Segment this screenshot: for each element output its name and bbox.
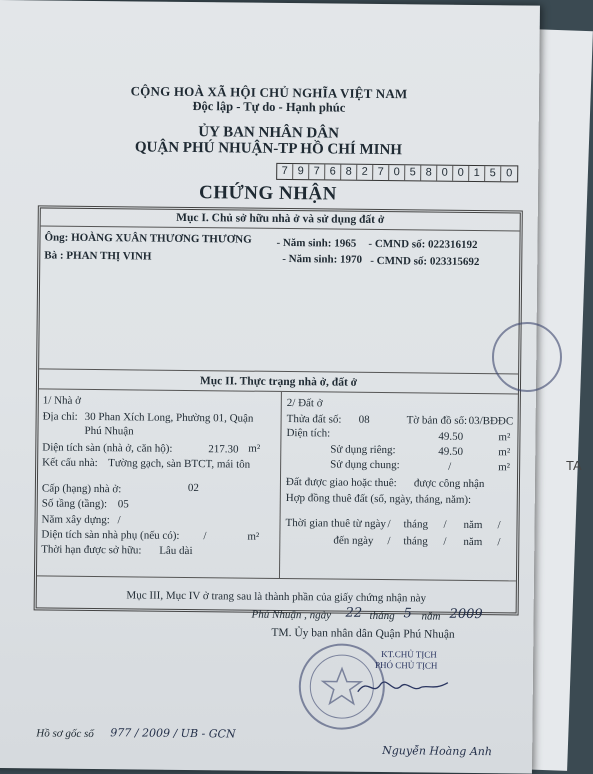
serial-number-boxes bbox=[276, 163, 518, 183]
lease-contract-label: Hợp đồng thuê đất (số, ngày, tháng, năm): bbox=[285, 492, 472, 506]
date-year-label: năm bbox=[421, 610, 441, 623]
date-year: 2009 bbox=[449, 606, 483, 623]
serial-digit: 0 bbox=[453, 166, 469, 181]
lease-from-year: / bbox=[497, 519, 501, 532]
owner1-id: - CMND số: 022316192 bbox=[368, 237, 478, 252]
date-month-label: tháng bbox=[369, 609, 395, 623]
floor-area-unit: m² bbox=[248, 442, 261, 455]
national-motto: Độc lập - Tự do - Hạnh phúc bbox=[192, 99, 346, 115]
owner1-birth: - Năm sinh: 1965 bbox=[276, 236, 357, 250]
issuer-title: ỦY BAN NHÂN DÂN bbox=[198, 124, 340, 142]
lease-to-day: / bbox=[387, 535, 391, 548]
private-use-value: 49.50 bbox=[438, 445, 464, 458]
appendix-note: Mục III, Mục IV ở trang sau là thành phần của giấy chứng nhận này bbox=[126, 589, 427, 605]
floors-value: 05 bbox=[117, 498, 129, 511]
allocation-value: được công nhận bbox=[413, 477, 485, 491]
lease-from-month: / bbox=[443, 518, 447, 531]
land-area-value: 49.50 bbox=[438, 430, 464, 443]
map-label: Tờ bản đồ số: bbox=[406, 414, 468, 427]
certificate-frame bbox=[34, 205, 523, 615]
issuer-district: QUẬN PHÚ NHUẬN-TP HỒ CHÍ MINH bbox=[134, 139, 403, 159]
aux-area-label: Diện tích sàn nhà phụ (nếu có): bbox=[41, 528, 180, 542]
owner2-name: Bà : PHAN THỊ VINH bbox=[44, 249, 152, 263]
file-number-value: 977 / 2009 / UB - GCN bbox=[110, 726, 236, 741]
date-day: 22 bbox=[345, 605, 363, 621]
floors-label: Số tầng (tầng): bbox=[41, 497, 108, 511]
lease-to-month: / bbox=[443, 535, 447, 548]
land-heading: 2/ Đất ở bbox=[286, 397, 323, 410]
divider bbox=[37, 575, 516, 581]
private-use-unit: m² bbox=[498, 446, 511, 459]
section2-title: Mục II. Thực trạng nhà ở, đất ở bbox=[39, 371, 518, 394]
national-title: CỘNG HOÀ XÃ HỘI CHỦ NGHĨA VIỆT NAM bbox=[130, 83, 408, 102]
owner2-id: - CMND số: 023315692 bbox=[370, 254, 480, 269]
grade-value: 02 bbox=[187, 481, 199, 495]
serial-digit: 0 bbox=[506, 167, 513, 180]
serial-digit: 9 bbox=[293, 164, 309, 179]
sign-title-2: PHÓ CHỦ TỊCH bbox=[375, 659, 438, 671]
land-area-unit: m² bbox=[498, 431, 511, 444]
structure-label: Kết cấu nhà: bbox=[42, 456, 98, 470]
address-value-2: Phú Nhuận bbox=[84, 424, 134, 438]
lease-from-label: Thời gian thuê từ ngày bbox=[285, 517, 386, 531]
address-value: 30 Phan Xích Long, Phường 01, Quận bbox=[84, 410, 254, 425]
address-label: Địa chỉ: bbox=[42, 410, 78, 423]
lease-from-day: / bbox=[387, 518, 391, 531]
lease-from-month-label: tháng bbox=[403, 518, 429, 531]
aux-area-value: / bbox=[203, 530, 207, 543]
parcel-label: Thửa đất số: bbox=[286, 413, 342, 426]
grade-label: Cấp (hạng) nhà ở: bbox=[41, 482, 122, 496]
lease-to-year: / bbox=[497, 536, 501, 549]
common-use-label: Sử dụng chung: bbox=[330, 458, 400, 472]
sign-title-1: KT.CHỦ TỊCH bbox=[381, 649, 437, 660]
section1-title: Mục I. Chủ sở hữu nhà ở và sử dụng đất ở bbox=[41, 208, 520, 231]
lease-to-label: đến ngày bbox=[333, 534, 374, 547]
serial-digit: 2 bbox=[357, 165, 373, 180]
serial-digit: 7 bbox=[373, 165, 389, 180]
serial-digit: 0 bbox=[389, 165, 405, 180]
aux-area-unit: m² bbox=[247, 530, 260, 543]
signer-name: Nguyễn Hoàng Anh bbox=[382, 744, 493, 759]
side-seal-stamp bbox=[492, 322, 562, 392]
serial-digit: 5 bbox=[405, 165, 421, 180]
ownership-term-label: Thời hạn được sở hữu: bbox=[41, 543, 142, 557]
serial-digit: 8 bbox=[421, 165, 437, 180]
common-use-unit: m² bbox=[498, 461, 511, 474]
serial-digit: 5 bbox=[485, 166, 501, 181]
ownership-term-value: Lâu dài bbox=[159, 544, 193, 558]
serial-digit: 6 bbox=[325, 164, 341, 179]
serial-digit: 1 bbox=[469, 166, 485, 181]
common-use-value: / bbox=[448, 460, 452, 473]
year-built-label: Năm xây dựng: bbox=[41, 513, 110, 527]
year-built-value: / bbox=[117, 514, 121, 527]
private-use-label: Sử dụng riêng: bbox=[330, 443, 396, 457]
land-area-label: Diện tích: bbox=[286, 427, 331, 440]
serial-digit: 0 bbox=[437, 166, 453, 181]
map-value: 03/BĐĐC bbox=[468, 414, 514, 428]
lease-to-year-label: năm bbox=[463, 535, 483, 549]
house-heading: 1/ Nhà ở bbox=[42, 394, 82, 407]
serial-digit: 8 bbox=[341, 165, 357, 180]
back-page-text: TA bbox=[566, 458, 582, 473]
parcel-value: 08 bbox=[358, 413, 370, 426]
date-prefix: Phú Nhuận , ngày bbox=[251, 608, 332, 622]
column-divider bbox=[279, 392, 282, 578]
authority-line: TM. Ủy ban nhân dân Quận Phú Nhuận bbox=[271, 626, 455, 641]
serial-digit: 7 bbox=[277, 164, 293, 179]
floor-area-label: Diện tích sàn (nhà ở, căn hộ): bbox=[42, 441, 173, 455]
owner2-birth: - Năm sinh: 1970 bbox=[282, 252, 363, 266]
lease-from-year-label: năm bbox=[463, 518, 483, 532]
owner1-name: Ông: HOÀNG XUÂN THƯƠNG THƯƠNG bbox=[44, 231, 252, 246]
signature bbox=[353, 672, 453, 703]
certificate-title: CHỨNG NHẬN bbox=[198, 182, 338, 205]
file-number-label: Hồ sơ gốc số bbox=[36, 727, 94, 741]
date-month: 5 bbox=[403, 606, 412, 622]
floor-area-value: 217.30 bbox=[208, 443, 239, 456]
serial-digit: 7 bbox=[309, 164, 325, 179]
allocation-label: Đất được giao hoặc thuê: bbox=[285, 476, 397, 490]
structure-value: Tường gạch, sàn BTCT, mái tôn bbox=[108, 457, 251, 471]
lease-to-month-label: tháng bbox=[403, 535, 428, 548]
